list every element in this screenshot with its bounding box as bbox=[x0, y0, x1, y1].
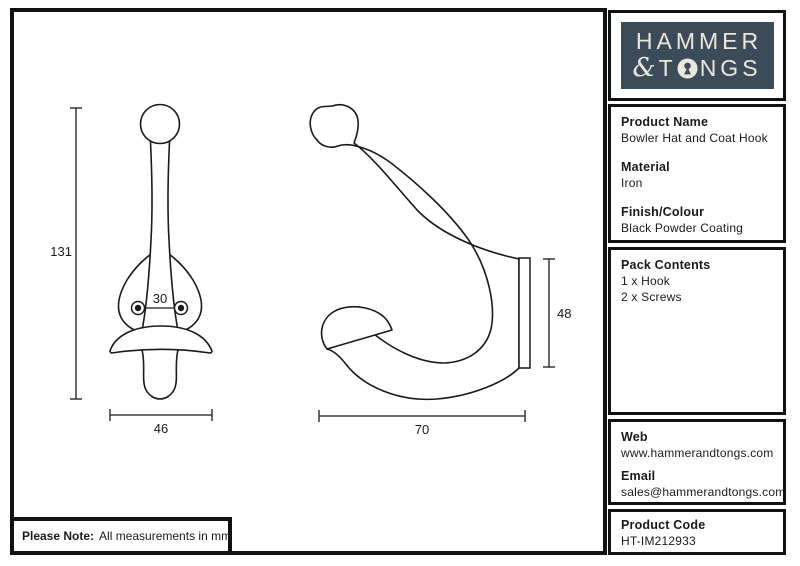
brand-logo-box bbox=[608, 10, 786, 101]
keyhole-icon bbox=[677, 58, 698, 79]
product-code-label: Product Code bbox=[621, 518, 706, 532]
dim-label-46: 46 bbox=[153, 421, 169, 436]
logo-tongs-line bbox=[632, 52, 762, 83]
pack-contents-label: Pack Contents bbox=[621, 258, 711, 272]
email-label: Email bbox=[621, 469, 656, 483]
dim-label-30: 30 bbox=[152, 291, 168, 306]
brand-logo bbox=[621, 22, 774, 89]
dim-label-48: 48 bbox=[557, 306, 572, 321]
front-view bbox=[110, 105, 212, 400]
product-code-value: HT-IM212933 bbox=[621, 534, 696, 548]
screw-hole-left bbox=[132, 302, 145, 315]
front-ball-top bbox=[141, 105, 180, 144]
side-view bbox=[310, 105, 530, 400]
product-code-box bbox=[608, 509, 786, 555]
product-name-value: Bowler Hat and Coat Hook bbox=[621, 131, 768, 145]
logo-tongs-t: T bbox=[658, 55, 675, 81]
technical-drawing bbox=[10, 8, 607, 555]
finish-label: Finish/Colour bbox=[621, 205, 705, 219]
material-group bbox=[621, 159, 773, 191]
note-text: All measurements in mm bbox=[99, 529, 232, 543]
product-name-label: Product Name bbox=[621, 115, 709, 129]
contact-box bbox=[608, 419, 786, 505]
material-label: Material bbox=[621, 160, 670, 174]
dim-label-70: 70 bbox=[414, 422, 430, 437]
side-wall-plate bbox=[519, 258, 530, 368]
dim-label-131: 131 bbox=[50, 244, 72, 259]
front-hat-dome bbox=[110, 326, 212, 353]
finish-value: Black Powder Coating bbox=[621, 221, 744, 235]
pack-item: 2 x Screws bbox=[621, 290, 682, 304]
logo-ampersand: & bbox=[632, 52, 656, 83]
finish-group bbox=[621, 204, 773, 236]
screw-hole-right bbox=[175, 302, 188, 315]
email-group bbox=[621, 468, 786, 500]
product-details-box bbox=[608, 104, 786, 243]
web-value: www.hammerandtongs.com bbox=[621, 446, 774, 460]
side-hook-body bbox=[310, 105, 519, 400]
measurements-note bbox=[10, 517, 232, 555]
pack-item: 1 x Hook bbox=[621, 274, 670, 288]
email-value: sales@hammerandtongs.com bbox=[621, 485, 786, 499]
web-group bbox=[621, 429, 773, 461]
logo-hammer-text: HAMMER bbox=[635, 27, 763, 54]
web-label: Web bbox=[621, 430, 648, 444]
note-label: Please Note: bbox=[22, 529, 95, 543]
logo-tongs-ngs: NGS bbox=[699, 55, 762, 81]
pack-contents-box bbox=[608, 247, 786, 415]
material-value: Iron bbox=[621, 176, 643, 190]
product-name-group bbox=[621, 114, 773, 146]
